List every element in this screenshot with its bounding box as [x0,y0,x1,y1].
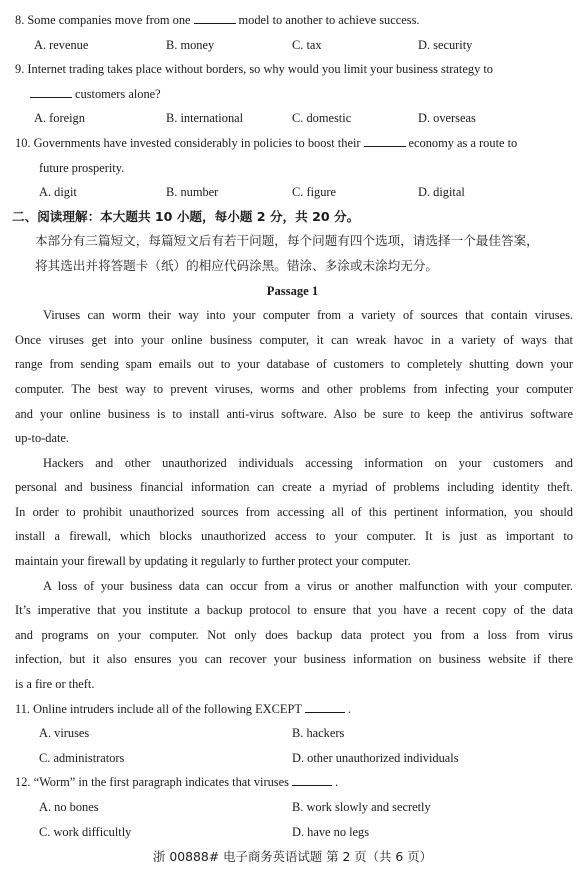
paragraph-line: computer. The best way to prevent viruses, worms and other problems from infecting your computer [15,381,573,396]
answer-blank [30,83,72,98]
paragraph-line: Hackers and other unauthorized individuals accessing information on your customers and [43,455,573,470]
option-a: A. foreign [34,111,85,126]
options-row [0,746,585,771]
answer-blank [364,132,406,147]
option-b: B. money [166,37,215,52]
options-row [0,106,585,131]
option-c: C. domestic [292,111,352,126]
exam-page [0,8,585,870]
option-b: B. number [166,185,219,200]
question-9-continued [0,82,585,107]
passage-paragraph-1 [0,303,585,451]
answer-blank [305,698,345,713]
question-12 [0,770,585,795]
question-end: . [334,775,339,790]
option-d: D. other unauthorized individuals [292,750,459,765]
passage-title: Passage 1 [266,283,319,298]
question-text: economy as a route to [408,135,518,150]
options-row [0,33,585,58]
question-text: model to another to achieve success. [238,13,420,27]
question-text: Internet trading takes place without borders, so why would you limit your business strategy to [27,62,494,77]
question-text: Online intruders include all of the following EXCEPT [33,701,302,716]
options-row [0,795,585,820]
question-text: customers alone? [75,86,161,101]
paragraph-line: personal and business financial information can create a myriad of problems including identity theft. [15,480,573,495]
option-a: A. no bones [39,800,99,814]
option-c: C. figure [292,185,337,200]
page-footer: 浙 00888# 电子商务英语试题 第 2 页（共 6 页） [153,849,432,865]
question-text: “Worm” in the first paragraph indicates that viruses [33,775,289,790]
option-a: A. revenue [34,37,89,52]
option-d: D. have no legs [292,824,370,839]
question-11 [0,697,585,722]
option-c: C. tax [292,37,322,52]
passage-paragraph-2 [0,451,585,574]
option-c: C. work difficultly [39,824,132,839]
option-a: A. digit [39,185,77,200]
question-8 [0,8,585,33]
question-text: Governments have invested considerably in policies to boost their [33,135,361,150]
paragraph-line: range from sending spam emails out to your database of customers to completely shutting down your [15,357,573,372]
paragraph-line: install a firewall, which blocks unauthorized access to your computer. It is just as important to [15,529,573,544]
option-d: D. overseas [418,111,476,126]
question-number: 9. [15,62,25,77]
option-c: C. administrators [39,750,125,765]
section-instructions: 将其选出并将答题卡（纸）的相应代码涂黑。错涂、多涂或未涂均无分。 [35,257,438,273]
question-10-continued [0,156,585,181]
option-a: A. viruses [39,726,90,741]
question-number: 12. [15,775,31,790]
section-title: 二、阅读理解：本大题共 10 小题，每小题 2 分，共 20 分。 [12,208,360,224]
question-10 [0,131,585,156]
paragraph-line: infection, but it also ensures you can recover your business information on business website if there [15,652,573,667]
paragraph-line: In order to prohibit unauthorized sources from accessing all of this pertinent information, you should [15,504,573,519]
option-d: D. security [418,37,473,52]
answer-blank [194,9,236,24]
options-row [0,180,585,205]
option-b: B. hackers [292,726,345,741]
paragraph-line: Viruses can worm their way into your computer from a variety of sources that contain viruses. [43,308,573,323]
paragraph-line: and programs on your computer. Not only does backup data protect you from a loss from virus [15,627,573,642]
paragraph-line: up-to-date. [15,431,70,446]
answer-blank [292,771,332,786]
option-d: D. digital [418,185,465,200]
question-end: . [347,701,352,716]
question-number: 10. [15,135,31,150]
options-row [0,820,585,845]
paragraph-line: A loss of your business data can occur from a virus or another malfunction with your computer. [43,578,573,593]
question-number: 8. [15,13,25,27]
section-instructions: 本部分有三篇短文，每篇短文后有若干问题，每个问题有四个选项，请选择一个最佳答案， [35,233,539,249]
question-text: Some companies move from one [27,13,191,27]
options-row [0,721,585,746]
passage-paragraph-3 [0,574,585,697]
option-b: B. work slowly and secretly [292,800,431,814]
paragraph-line: is a fire or theft. [15,677,95,692]
option-b: B. international [166,111,244,126]
paragraph-line: It’s imperative that you institute a backup protocol to ensure that you have a recent copy of the data [15,603,573,618]
paragraph-line: Once viruses get into your online business computer, it can wreak havoc in a variety of ways that [15,332,573,347]
question-number: 11. [15,701,31,716]
paragraph-line: maintain your firewall by updating it regularly to further protect your computer. [15,554,411,569]
question-9 [0,57,585,82]
question-text: future prosperity. [39,160,125,175]
paragraph-line: and your online business is to install anti-virus software. Also be sure to keep the antivirus software [15,406,573,421]
